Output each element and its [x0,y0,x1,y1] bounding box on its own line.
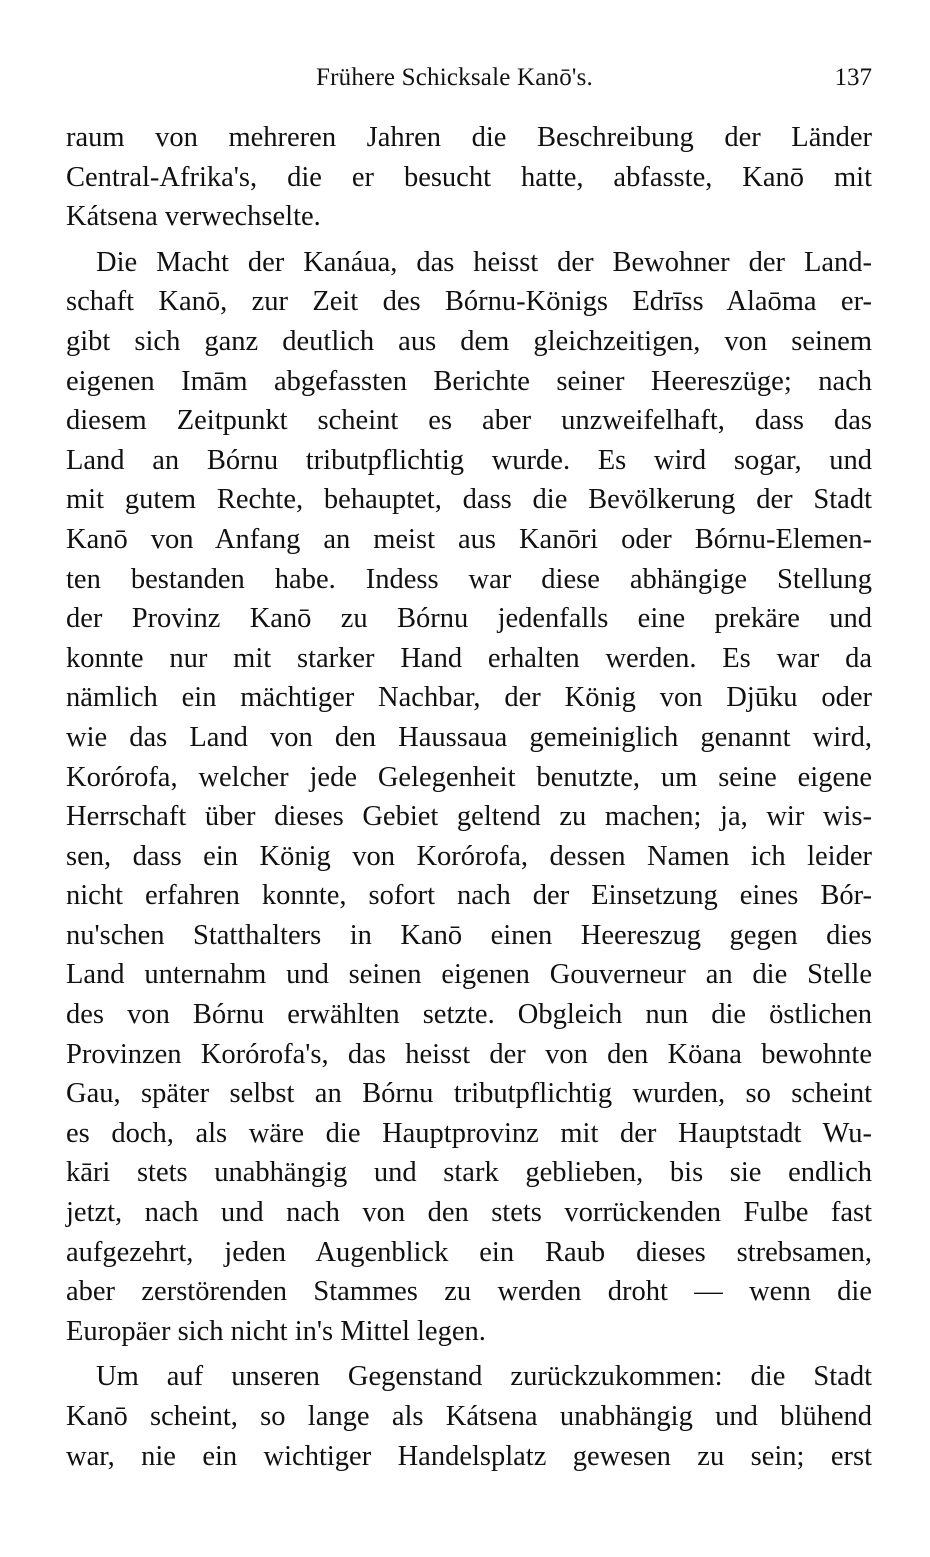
text-line: wie das Land von den Haussaua gemeiniglich genannt wird, [66,721,872,753]
paragraph-1 [66,118,872,237]
text-line: Korórofa, welcher jede Gelegenheit benutzte, um seine eigene [66,761,872,793]
text-line: ten bestanden habe. Indess war diese abhängige Stellung [66,563,872,595]
text-line: Um auf unseren Gegenstand zurückzukommen: die Stadt [96,1361,872,1393]
text-line: raum von mehreren Jahren die Beschreibung der Länder [66,122,872,153]
text-line: schaft Kanō, zur Zeit des Bórnu-Königs Edrīss Alaōma er- [66,286,872,318]
paragraph-2 [66,243,872,1352]
text-line: nu'schen Statthalters in Kanō einen Heereszug gegen dies [66,919,872,951]
text-line: Gau, später selbst an Bórnu tributpflichtig wurden, so scheint [66,1078,872,1110]
text-line: war, nie ein wichtiger Handelsplatz gewesen zu sein; erst [66,1440,872,1472]
text-line: Die Macht der Kanáua, das heisst der Bewohner der Land- [96,246,872,278]
page-number: 137 [834,64,872,91]
text-line: konnte nur mit starker Hand erhalten werden. Es war da [66,642,872,674]
text-line: Herrschaft über dieses Gebiet geltend zu machen; ja, wir wis- [66,801,872,833]
text-line: Kanō von Anfang an meist aus Kanōri oder Bórnu-Elemen- [66,523,872,555]
text-line: sen, dass ein König von Korórofa, dessen Namen ich leider [66,840,872,872]
text-line: aufgezehrt, jeden Augenblick ein Raub dieses strebsamen, [66,1236,872,1268]
text-line: gibt sich ganz deutlich aus dem gleichzeitigen, von seinem [66,325,872,357]
text-line: es doch, als wäre die Hauptprovinz mit der Hauptstadt Wu- [66,1117,872,1149]
text-line: Kanō scheint, so lange als Kátsena unabhängig und blühend [66,1401,872,1432]
text-line: eigenen Imām abgefassten Berichte seiner Heereszüge; nach [66,365,872,397]
text-line: nämlich ein mächtiger Nachbar, der König von Djūku oder [66,682,872,714]
paragraph-3 [66,1357,872,1476]
text-line: kāri stets unabhängig und stark geblieben, bis sie endlich [66,1157,872,1189]
text-line: Provinzen Korórofa's, das heisst der von den Köana bewohnte [66,1038,872,1070]
running-head [66,60,872,96]
text-line: jetzt, nach und nach von den stets vorrückenden Fulbe fast [66,1197,872,1229]
running-title: Frühere Schicksale Kanō's. [316,64,593,91]
text-line: Central-Afrika's, die er besucht hatte, abfasste, Kanō mit [66,161,872,193]
text-line: des von Bórnu erwählten setzte. Obgleich nun die östlichen [66,999,872,1031]
text-line: Land an Bórnu tributpflichtig wurde. Es wird sogar, und [66,444,872,476]
text-line: diesem Zeitpunkt scheint es aber unzweifelhaft, dass das [66,405,872,437]
text-line: Kátsena verwechselte. [66,201,321,233]
text-line: Land unternahm und seinen eigenen Gouverneur an die Stelle [66,959,872,991]
text-line: aber zerstörenden Stammes zu werden droht — wenn die [66,1276,872,1308]
text-line: mit gutem Rechte, behauptet, dass die Bevölkerung der Stadt [66,484,872,516]
text-line: nicht erfahren konnte, sofort nach der Einsetzung eines Bór- [66,880,872,912]
text-line: Europäer sich nicht in's Mittel legen. [66,1315,486,1347]
body-text [66,118,872,1476]
text-line: der Provinz Kanō zu Bórnu jedenfalls eine prekäre und [66,603,872,635]
